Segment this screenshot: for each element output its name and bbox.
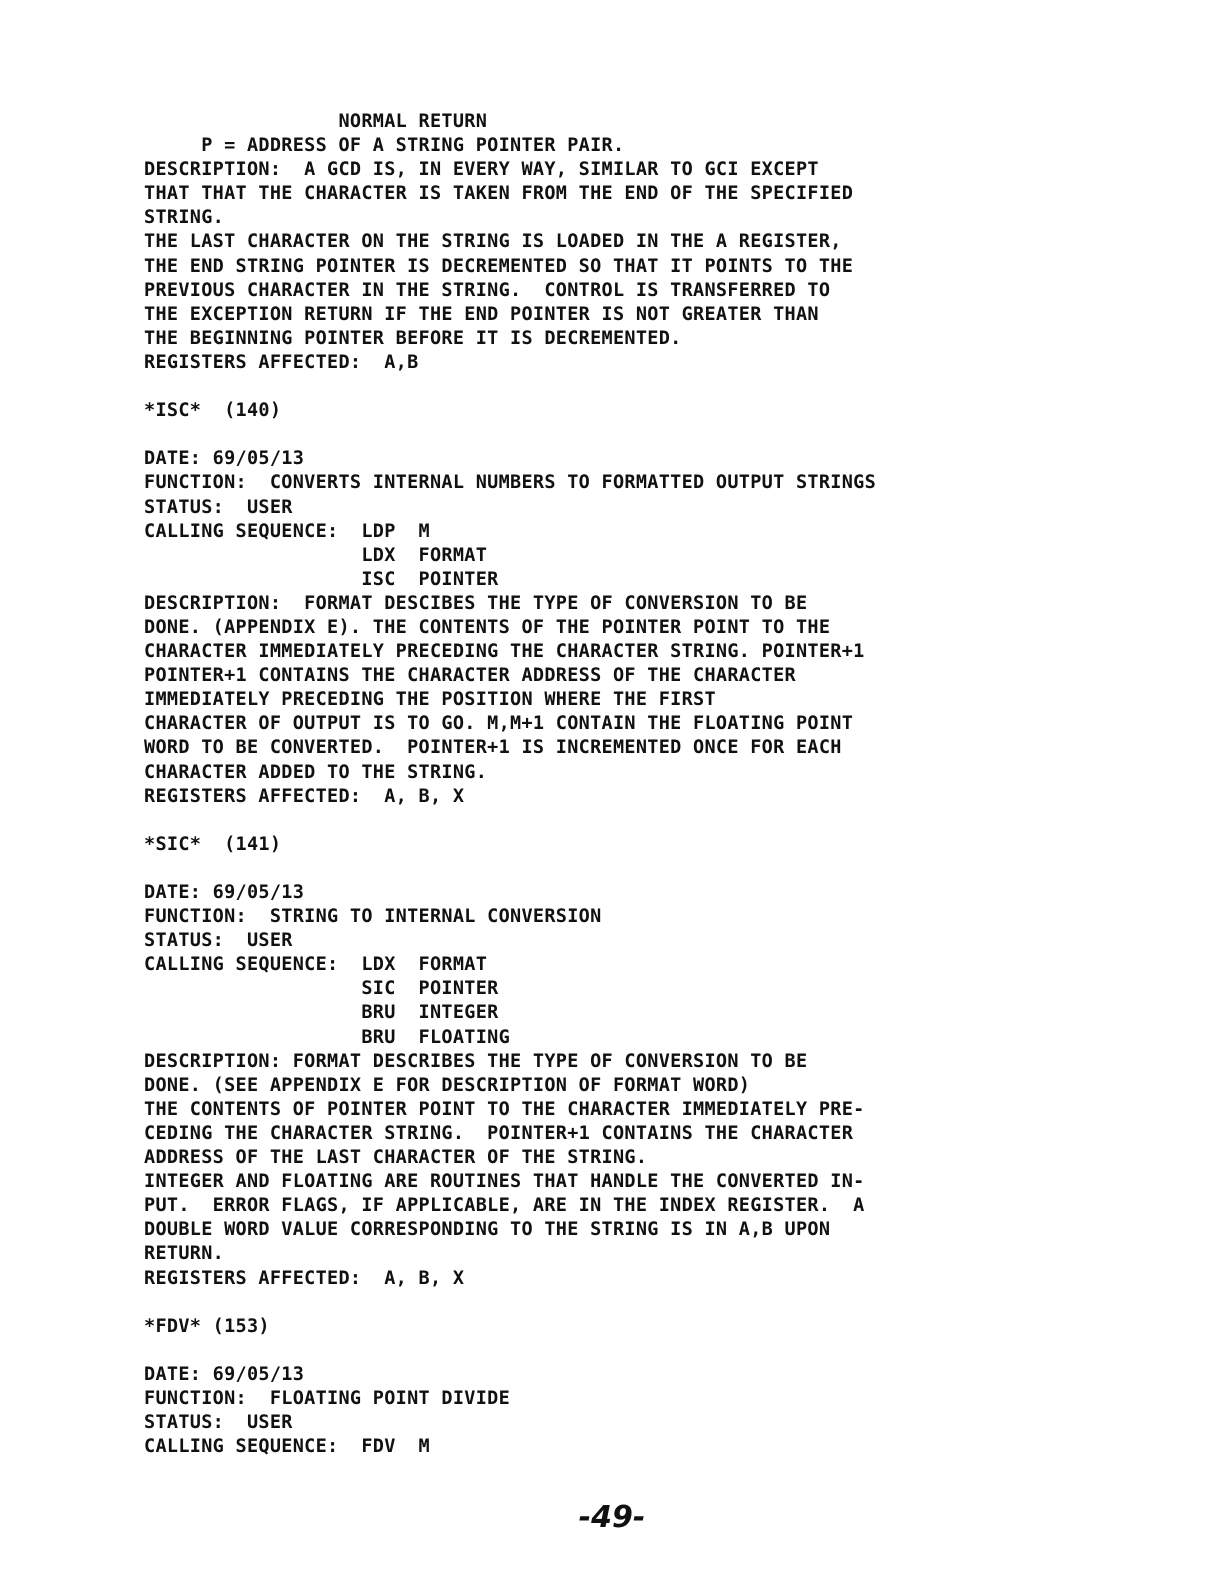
text-line: DONE. (SEE APPENDIX E FOR DESCRIPTION OF FORMAT WORD) <box>144 1074 751 1096</box>
text-line: THE END STRING POINTER IS DECREMENTED SO THAT IT POINTS TO THE <box>144 255 854 277</box>
document-body-text <box>144 110 1204 1459</box>
text-line: CHARACTER OF OUTPUT IS TO GO. M,M+1 CONTAIN THE FLOATING POINT <box>144 713 854 735</box>
text-line: PREVIOUS CHARACTER IN THE STRING. CONTROL IS TRANSFERRED TO <box>144 279 831 301</box>
text-line: REGISTERS AFFECTED: A, B, X <box>144 785 465 807</box>
text-line: *FDV* (153) <box>144 1315 270 1337</box>
text-line <box>144 375 1204 399</box>
text-line: CHARACTER ADDED TO THE STRING. <box>144 761 488 783</box>
text-line: THE CONTENTS OF POINTER POINT TO THE CHARACTER IMMEDIATELY PRE- <box>144 1098 865 1120</box>
text-line: POINTER+1 CONTAINS THE CHARACTER ADDRESS OF THE CHARACTER <box>144 665 796 687</box>
text-line: INTEGER AND FLOATING ARE ROUTINES THAT HANDLE THE CONVERTED IN- <box>144 1171 865 1193</box>
text-line: NORMAL RETURN <box>144 111 488 132</box>
page-number: -49- <box>578 1500 646 1535</box>
text-line: FUNCTION: FLOATING POINT DIVIDE <box>144 1387 511 1409</box>
text-line: DESCRIPTION: FORMAT DESCRIBES THE TYPE OF CONVERSION TO BE <box>144 1050 808 1072</box>
text-line: DATE: 69/05/13 <box>144 448 305 470</box>
text-line: BRU INTEGER <box>144 1002 499 1024</box>
text-line: STATUS: USER <box>144 1412 293 1434</box>
text-line: DATE: 69/05/13 <box>144 1363 305 1385</box>
text-line: DONE. (APPENDIX E). THE CONTENTS OF THE POINTER POINT TO THE <box>144 616 831 638</box>
text-line: *ISC* (140) <box>144 400 282 422</box>
text-line: ADDRESS OF THE LAST CHARACTER OF THE STRING. <box>144 1147 648 1169</box>
text-line: THE EXCEPTION RETURN IF THE END POINTER IS NOT GREATER THAN <box>144 303 819 325</box>
text-line: CALLING SEQUENCE: LDX FORMAT <box>144 954 488 976</box>
text-line: REGISTERS AFFECTED: A, B, X <box>144 1267 465 1289</box>
text-line: LDX FORMAT <box>144 544 488 566</box>
text-line: CALLING SEQUENCE: LDP M <box>144 520 430 542</box>
text-line: WORD TO BE CONVERTED. POINTER+1 IS INCREMENTED ONCE FOR EACH <box>144 737 842 759</box>
text-line: STATUS: USER <box>144 496 293 518</box>
text-line: IMMEDIATELY PRECEDING THE POSITION WHERE THE FIRST <box>144 689 716 711</box>
text-line: DOUBLE WORD VALUE CORRESPONDING TO THE STRING IS IN A,B UPON <box>144 1219 831 1241</box>
text-line: RETURN. <box>144 1243 225 1265</box>
text-line: THAT THAT THE CHARACTER IS TAKEN FROM THE END OF THE SPECIFIED <box>144 183 854 205</box>
text-line: REGISTERS AFFECTED: A,B <box>144 351 419 373</box>
text-line: PUT. ERROR FLAGS, IF APPLICABLE, ARE IN THE INDEX REGISTER. A <box>144 1195 865 1217</box>
text-line <box>144 1291 1204 1315</box>
text-line <box>144 857 1204 881</box>
text-line: STRING. <box>144 207 225 229</box>
text-line: BRU FLOATING <box>144 1026 511 1048</box>
text-line <box>144 1339 1204 1363</box>
text-line: SIC POINTER <box>144 978 499 1000</box>
text-line: CHARACTER IMMEDIATELY PRECEDING THE CHARACTER STRING. POINTER+1 <box>144 641 865 663</box>
text-line: ISC POINTER <box>144 568 499 590</box>
text-line: *SIC* (141) <box>144 833 282 855</box>
text-line: FUNCTION: STRING TO INTERNAL CONVERSION <box>144 906 602 928</box>
text-line: THE LAST CHARACTER ON THE STRING IS LOADED IN THE A REGISTER, <box>144 231 842 253</box>
text-line: DESCRIPTION: FORMAT DESCIBES THE TYPE OF CONVERSION TO BE <box>144 592 808 614</box>
text-line: DATE: 69/05/13 <box>144 882 305 903</box>
text-line: CEDING THE CHARACTER STRING. POINTER+1 CONTAINS THE CHARACTER <box>144 1122 854 1144</box>
text-line <box>144 809 1204 833</box>
text-line <box>144 423 1204 447</box>
text-line: STATUS: USER <box>144 930 293 952</box>
text-line: DESCRIPTION: A GCD IS, IN EVERY WAY, SIMILAR TO GCI EXCEPT <box>144 159 819 181</box>
text-line: CALLING SEQUENCE: FDV M <box>144 1436 430 1458</box>
text-line: P = ADDRESS OF A STRING POINTER PAIR. <box>144 135 625 157</box>
text-line: THE BEGINNING POINTER BEFORE IT IS DECREMENTED. <box>144 327 682 349</box>
text-line: FUNCTION: CONVERTS INTERNAL NUMBERS TO FORMATTED OUTPUT STRINGS <box>144 472 877 494</box>
